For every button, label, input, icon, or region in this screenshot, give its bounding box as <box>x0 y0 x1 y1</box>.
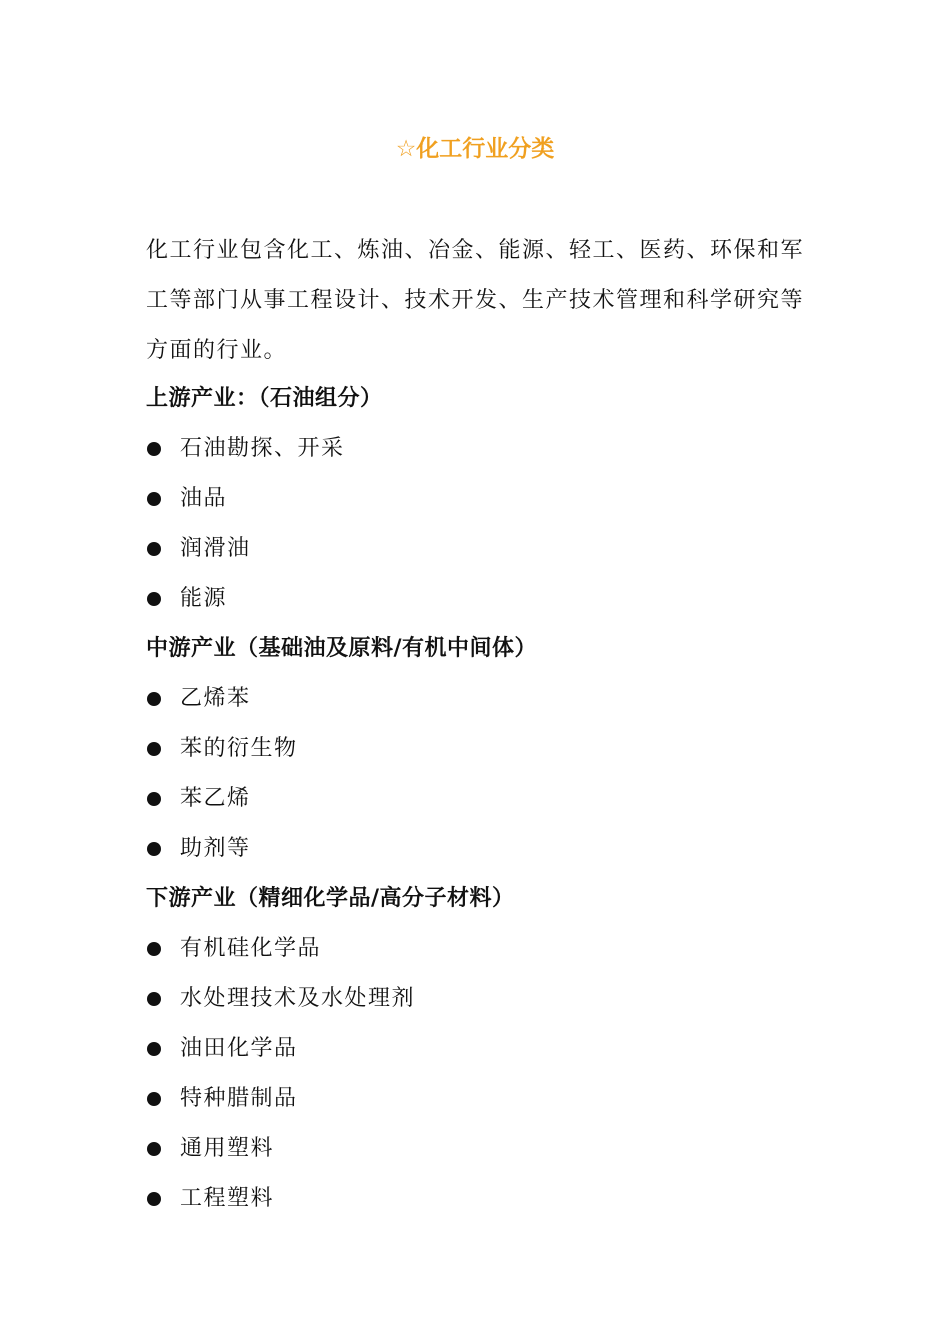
bullet-icon <box>147 792 161 806</box>
list-item <box>146 524 826 574</box>
bullet-icon <box>147 592 161 606</box>
bullet-icon <box>147 1042 161 1056</box>
list-item-label: 润滑油 <box>180 536 251 561</box>
document-title: ☆化工行业分类 <box>395 136 555 162</box>
list-item <box>146 1124 826 1174</box>
list-item-label: 工程塑料 <box>180 1186 275 1211</box>
section-heading-midstream: 中游产业（基础油及原料/有机中间体） <box>146 636 538 661</box>
list-item-label: 乙烯苯 <box>180 686 251 711</box>
list-item <box>146 1074 826 1124</box>
list-item <box>146 774 826 824</box>
section-heading-downstream: 下游产业（精细化学品/高分子材料） <box>146 886 515 911</box>
list-item <box>146 674 826 724</box>
bullet-icon <box>147 842 161 856</box>
list-item <box>146 424 826 474</box>
list-item-label: 油田化学品 <box>180 1036 298 1061</box>
bullet-icon <box>147 1192 161 1206</box>
bullet-icon <box>147 1092 161 1106</box>
list-item-label: 水处理技术及水处理剂 <box>180 986 416 1011</box>
list-item-label: 能源 <box>180 586 228 611</box>
list-item-label: 石油勘探、开采 <box>180 436 345 461</box>
list-item-label: 苯乙烯 <box>180 786 251 811</box>
list-item <box>146 574 826 624</box>
list-item <box>146 474 826 524</box>
bullet-icon <box>147 442 161 456</box>
list-item <box>146 974 826 1024</box>
list-item <box>146 924 826 974</box>
intro-paragraph: 化工行业包含化工、炼油、冶金、能源、轻工、医药、环保和军工等部门从事工程设计、技术开发、生产技术管理和科学研究等方面的行业。 <box>146 238 805 363</box>
list-item <box>146 1174 826 1224</box>
list-item-label: 特种腊制品 <box>180 1086 298 1111</box>
list-item <box>146 824 826 874</box>
section-heading-upstream: 上游产业：（石油组分） <box>146 386 383 411</box>
list-item-label: 苯的衍生物 <box>180 736 298 761</box>
bullet-icon <box>147 492 161 506</box>
bullet-icon <box>147 542 161 556</box>
list-item <box>146 724 826 774</box>
bullet-icon <box>147 992 161 1006</box>
bullet-icon <box>147 1142 161 1156</box>
bullet-icon <box>147 742 161 756</box>
industry-sections <box>146 374 826 1224</box>
list-item-label: 有机硅化学品 <box>180 936 322 961</box>
list-item-label: 油品 <box>180 486 228 511</box>
bullet-icon <box>147 942 161 956</box>
list-item <box>146 1024 826 1074</box>
list-item-label: 助剂等 <box>180 836 251 861</box>
list-item-label: 通用塑料 <box>180 1136 275 1161</box>
bullet-icon <box>147 692 161 706</box>
